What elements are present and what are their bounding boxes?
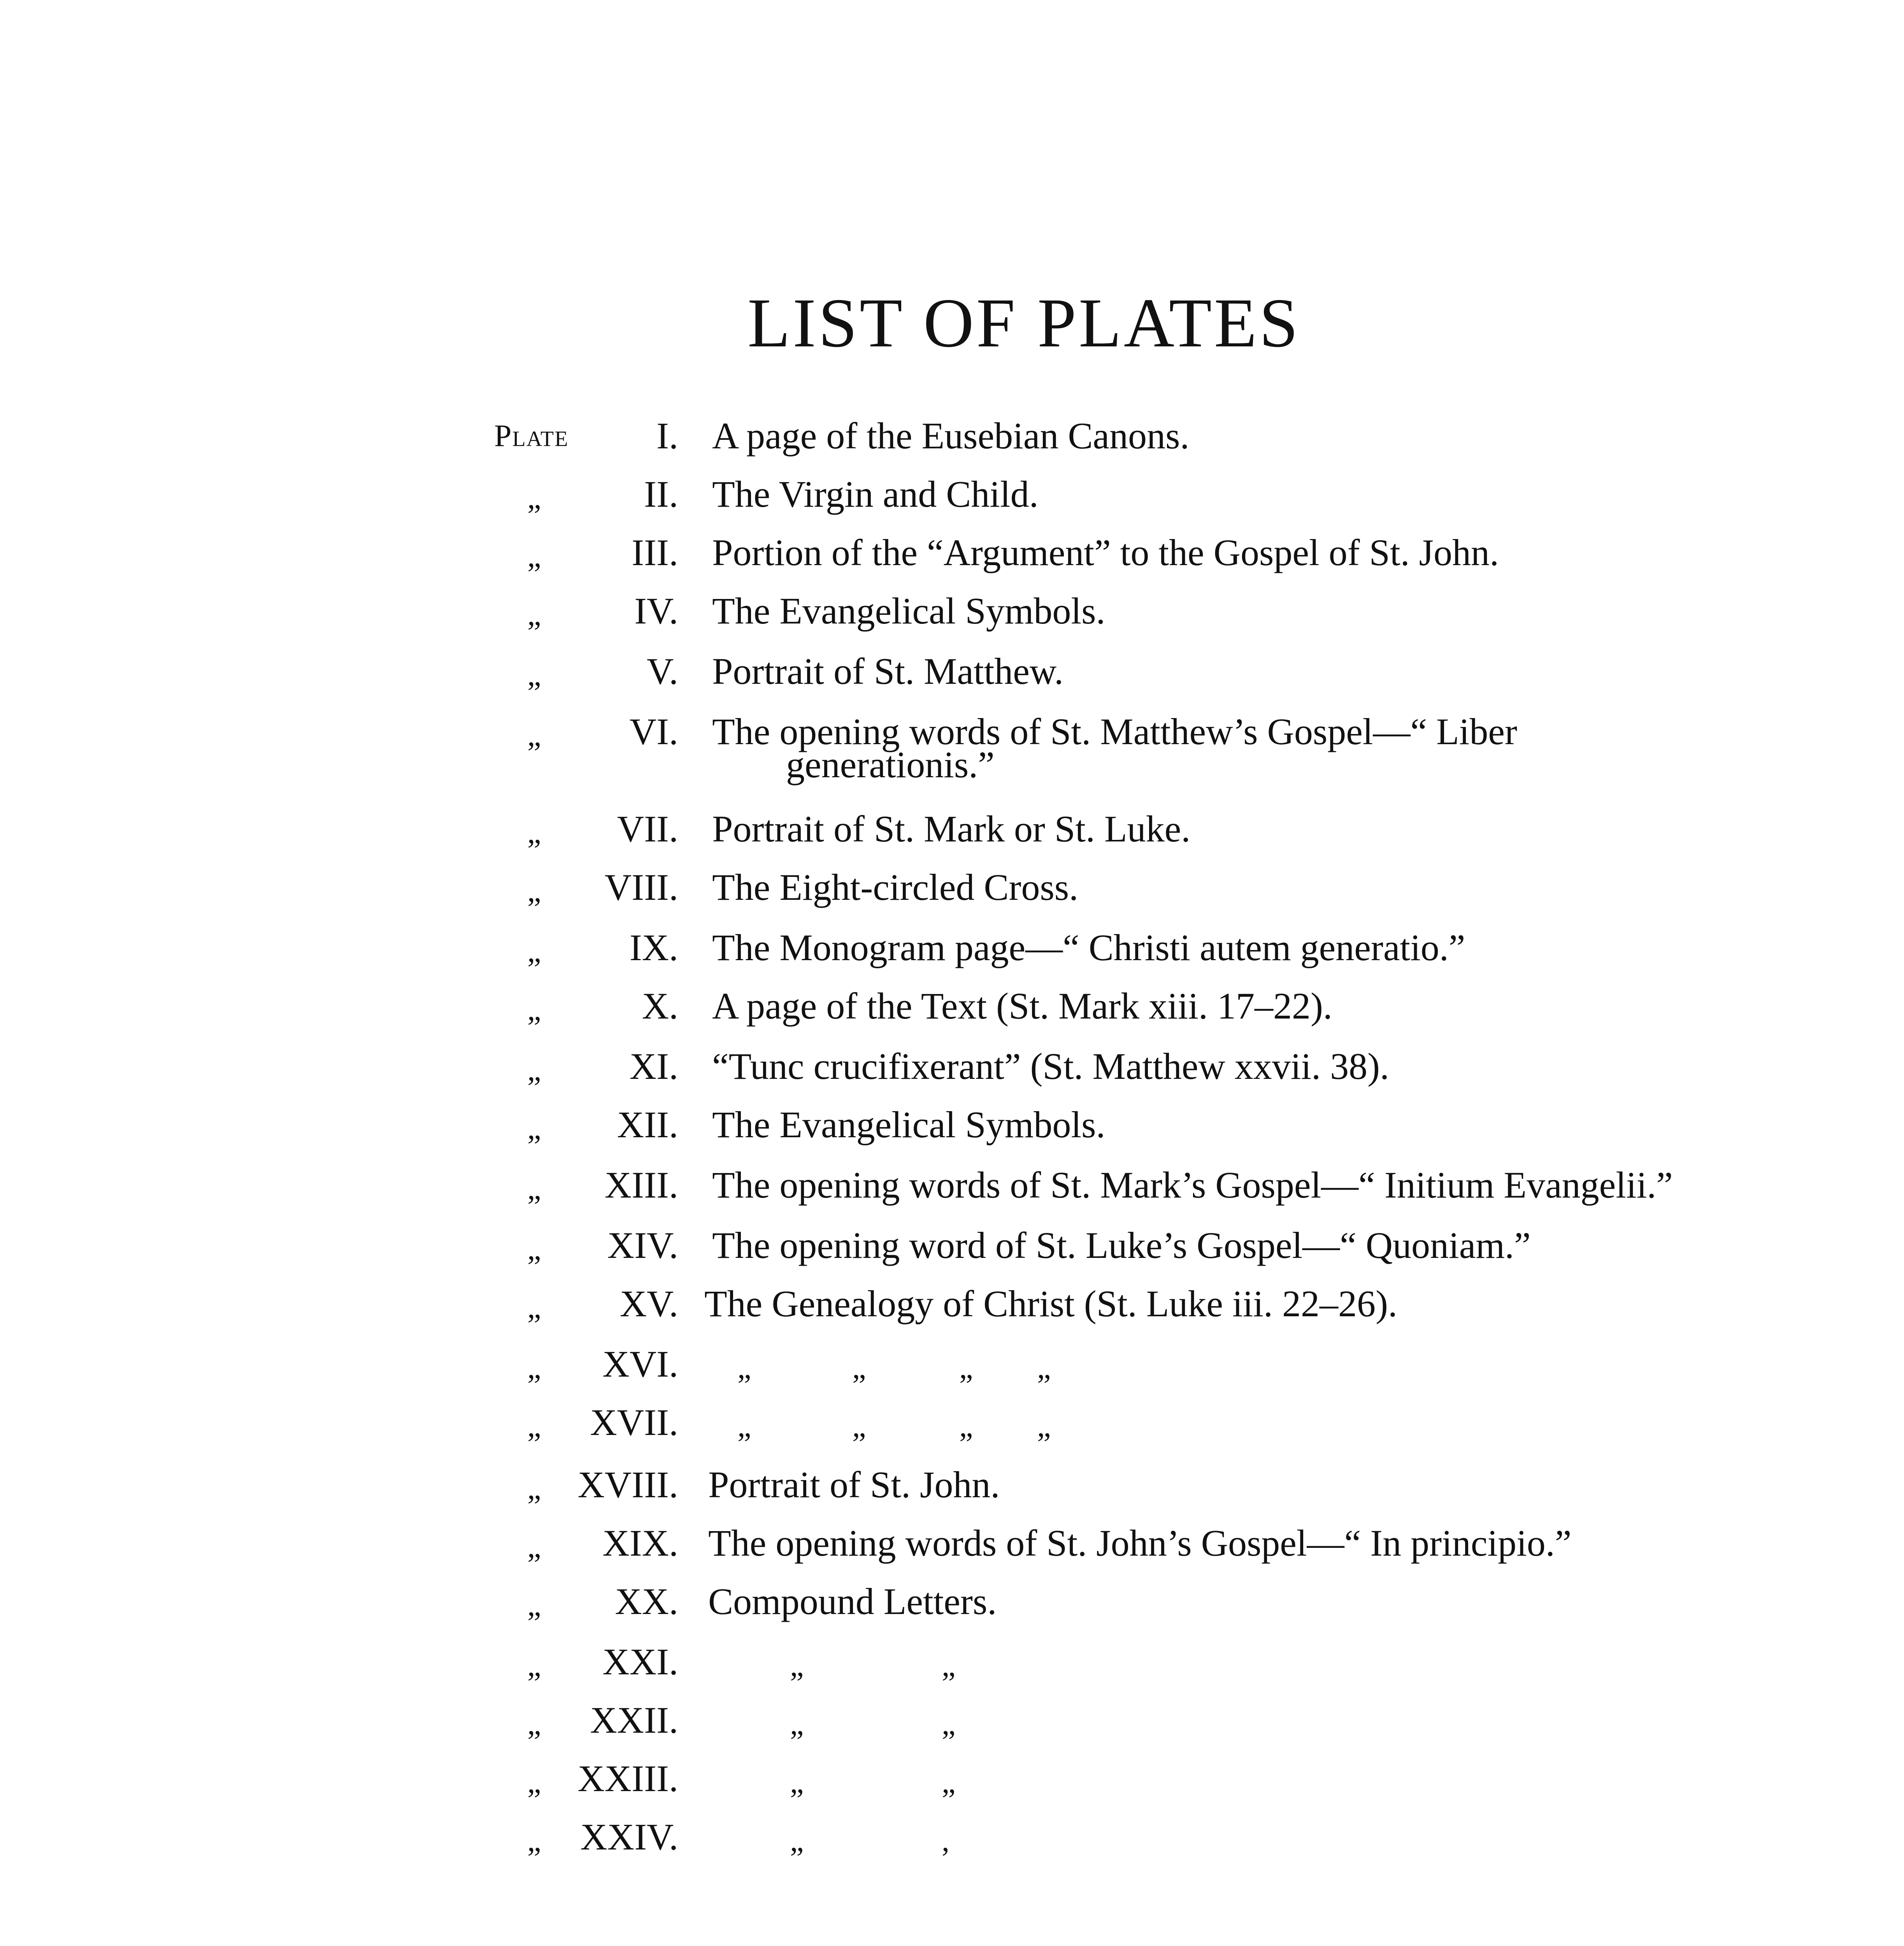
ditto-mark: „ bbox=[790, 1765, 804, 1800]
plate-row-14 bbox=[0, 1224, 1904, 1282]
plate-numeral: XXIII. bbox=[577, 1758, 678, 1799]
plate-caption: The Genealogy of Christ (St. Luke iii. 22–26). bbox=[704, 1283, 1398, 1324]
plate-caption: The opening words of St. Matthew’s Gospel—“ Liber bbox=[712, 711, 1517, 752]
ditto-prefix: „ bbox=[527, 1649, 541, 1683]
plate-numeral: XVI. bbox=[602, 1343, 678, 1385]
ditto-mark: „ bbox=[852, 1351, 866, 1385]
page-title: LIST OF PLATES bbox=[748, 284, 1300, 362]
ditto-prefix: „ bbox=[527, 993, 541, 1027]
plate-row-22 bbox=[0, 1699, 1904, 1757]
plate-caption: Portrait of St. John. bbox=[708, 1464, 1000, 1505]
plate-row-5 bbox=[0, 650, 1904, 708]
plate-caption: The Monogram page—“ Christi autem generatio.” bbox=[712, 927, 1465, 968]
plate-numeral: II. bbox=[644, 473, 678, 515]
plate-row-11 bbox=[0, 1045, 1904, 1103]
ditto-mark: „ bbox=[852, 1409, 866, 1444]
plate-numeral: XXII. bbox=[590, 1699, 678, 1741]
plate-caption: The opening words of St. John’s Gospel—“ In principio.” bbox=[708, 1522, 1572, 1564]
plate-row-1 bbox=[0, 414, 1904, 473]
plate-numeral: VI. bbox=[629, 711, 678, 752]
ditto-mark: „ bbox=[1037, 1351, 1051, 1385]
plate-numeral: XV. bbox=[619, 1283, 678, 1324]
plate-numeral: XVIII. bbox=[577, 1464, 678, 1505]
ditto-prefix: „ bbox=[527, 1707, 541, 1741]
plate-caption: A page of the Eusebian Canons. bbox=[712, 415, 1190, 457]
ditto-prefix: „ bbox=[527, 1409, 541, 1444]
plate-caption: Portrait of St. Matthew. bbox=[712, 650, 1063, 692]
ditto-mark: „ bbox=[959, 1409, 973, 1444]
plate-row-6 bbox=[0, 710, 1904, 796]
plate-caption: A page of the Text (St. Mark xiii. 17–22). bbox=[712, 985, 1332, 1027]
plate-row-21 bbox=[0, 1640, 1904, 1699]
ditto-mark: „ bbox=[942, 1649, 956, 1683]
plate-numeral: I. bbox=[656, 415, 678, 457]
ditto-mark: „ bbox=[790, 1707, 804, 1741]
plate-caption: The opening word of St. Luke’s Gospel—“ Quoniam.” bbox=[712, 1224, 1531, 1266]
ditto-prefix: „ bbox=[527, 1351, 541, 1385]
ditto-prefix: „ bbox=[527, 1112, 541, 1146]
plate-numeral: XIX. bbox=[602, 1522, 678, 1564]
plate-label: Plate bbox=[494, 419, 569, 453]
plate-row-8 bbox=[0, 866, 1904, 924]
ditto-prefix: „ bbox=[527, 1232, 541, 1266]
ditto-mark: „ bbox=[737, 1409, 751, 1444]
plate-numeral: X. bbox=[642, 985, 678, 1027]
plate-row-2 bbox=[0, 473, 1904, 531]
plate-caption: The Virgin and Child. bbox=[712, 473, 1039, 515]
ditto-prefix: „ bbox=[527, 1172, 541, 1206]
plate-numeral: IX. bbox=[629, 927, 678, 968]
plate-numeral: XI. bbox=[629, 1045, 678, 1087]
plate-row-16 bbox=[0, 1343, 1904, 1401]
ditto-mark: „ bbox=[942, 1765, 956, 1800]
ditto-prefix: „ bbox=[527, 1472, 541, 1506]
plate-numeral: XXIV. bbox=[580, 1816, 678, 1858]
plate-row-10 bbox=[0, 985, 1904, 1043]
plate-numeral: IV. bbox=[634, 590, 678, 632]
ditto-mark: „ bbox=[737, 1351, 751, 1385]
plate-numeral: XVII. bbox=[590, 1402, 678, 1443]
plate-numeral: VII. bbox=[617, 808, 678, 850]
plate-row-15 bbox=[0, 1282, 1904, 1341]
ditto-prefix: „ bbox=[527, 718, 541, 753]
plate-numeral: XIV. bbox=[607, 1224, 678, 1266]
plate-row-3 bbox=[0, 531, 1904, 590]
ditto-mark: „ bbox=[959, 1351, 973, 1385]
plate-numeral: XXI. bbox=[602, 1641, 678, 1683]
plate-numeral: III. bbox=[632, 532, 678, 573]
plate-caption: Portion of the “Argument” to the Gospel of St. John. bbox=[712, 532, 1499, 573]
plate-numeral: XX. bbox=[615, 1581, 678, 1622]
plate-row-23 bbox=[0, 1757, 1904, 1816]
plate-caption: “Tunc crucifixerant” (St. Matthew xxvii. 38). bbox=[712, 1045, 1390, 1087]
plate-caption: Portrait of St. Mark or St. Luke. bbox=[712, 808, 1191, 850]
ditto-prefix: „ bbox=[527, 1530, 541, 1564]
ditto-prefix: „ bbox=[527, 1824, 541, 1858]
ditto-mark: „ bbox=[942, 1707, 956, 1741]
plate-row-12 bbox=[0, 1103, 1904, 1162]
plate-row-24 bbox=[0, 1816, 1904, 1874]
plate-row-17 bbox=[0, 1401, 1904, 1460]
ditto-mark: „ bbox=[790, 1824, 804, 1858]
plate-row-13 bbox=[0, 1164, 1904, 1222]
ditto-prefix: „ bbox=[527, 1053, 541, 1087]
plate-numeral: V. bbox=[647, 650, 678, 692]
ditto-prefix: „ bbox=[527, 1765, 541, 1800]
plate-caption-continuation: generationis.” bbox=[786, 744, 995, 785]
ditto-prefix: „ bbox=[527, 934, 541, 969]
plate-row-4 bbox=[0, 590, 1904, 648]
plate-caption: The Evangelical Symbols. bbox=[712, 1104, 1106, 1145]
plate-row-18 bbox=[0, 1463, 1904, 1522]
plate-caption: The opening words of St. Mark’s Gospel—“ Initium Evangelii.” bbox=[712, 1164, 1673, 1206]
ditto-prefix: „ bbox=[527, 874, 541, 908]
ditto-prefix: „ bbox=[527, 658, 541, 692]
plate-caption: Compound Letters. bbox=[708, 1581, 997, 1622]
plate-numeral: XIII. bbox=[604, 1164, 678, 1206]
plate-row-7 bbox=[0, 808, 1904, 866]
plate-numeral: VIII. bbox=[604, 866, 678, 908]
ditto-mark: „ bbox=[1037, 1409, 1051, 1444]
ditto-prefix: „ bbox=[527, 598, 541, 632]
plate-row-19 bbox=[0, 1522, 1904, 1580]
ditto-prefix: „ bbox=[527, 481, 541, 515]
plate-caption: The Eight-circled Cross. bbox=[712, 866, 1079, 908]
ditto-mark: „ bbox=[790, 1649, 804, 1683]
plate-row-20 bbox=[0, 1580, 1904, 1639]
plate-caption: The Evangelical Symbols. bbox=[712, 590, 1106, 632]
ditto-prefix: „ bbox=[527, 1588, 541, 1623]
plate-row-9 bbox=[0, 926, 1904, 985]
ditto-prefix: „ bbox=[527, 816, 541, 850]
ditto-mark: , bbox=[942, 1824, 949, 1858]
plate-numeral: XII. bbox=[617, 1104, 678, 1145]
ditto-prefix: „ bbox=[527, 1291, 541, 1325]
ditto-prefix: „ bbox=[527, 539, 541, 574]
